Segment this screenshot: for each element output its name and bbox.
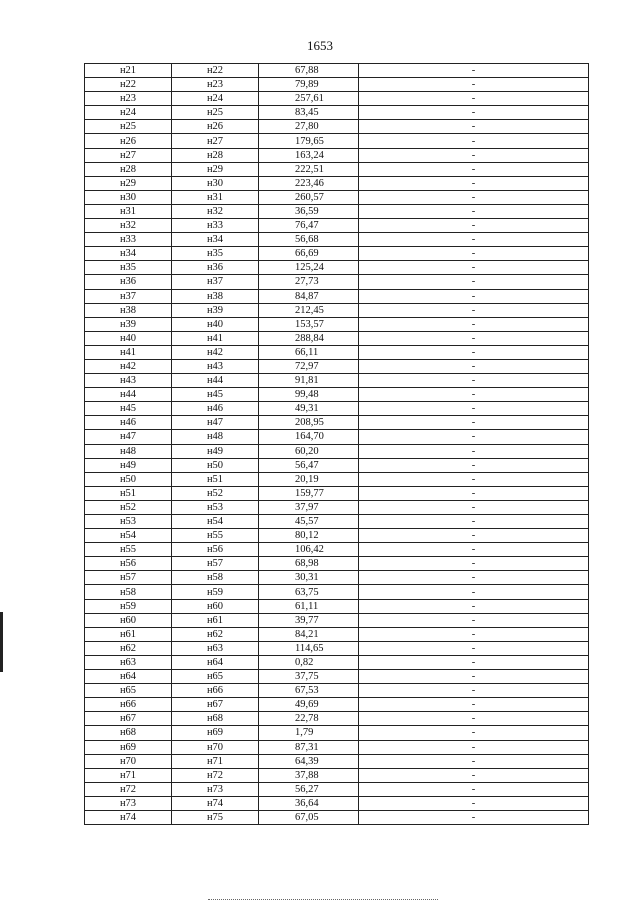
cell-note: -: [359, 768, 589, 782]
table-row: [85, 162, 589, 176]
table-row: [85, 571, 589, 585]
cell-note: -: [359, 416, 589, 430]
table-row: [85, 275, 589, 289]
cell-to-point: н53: [172, 500, 259, 514]
cell-length: 36,64: [259, 796, 359, 810]
cell-from-point: н43: [85, 374, 172, 388]
cell-to-point: н75: [172, 810, 259, 824]
cell-from-point: н47: [85, 430, 172, 444]
table-row: [85, 627, 589, 641]
cell-note: -: [359, 698, 589, 712]
cell-length: 257,61: [259, 92, 359, 106]
cell-from-point: н39: [85, 317, 172, 331]
cell-note: -: [359, 571, 589, 585]
cell-from-point: н23: [85, 92, 172, 106]
cell-to-point: н51: [172, 472, 259, 486]
cell-note: -: [359, 444, 589, 458]
cell-note: -: [359, 190, 589, 204]
table-row: [85, 92, 589, 106]
cell-from-point: н27: [85, 148, 172, 162]
table-row: [85, 317, 589, 331]
table-row: [85, 303, 589, 317]
cell-note: -: [359, 543, 589, 557]
cell-from-point: н67: [85, 712, 172, 726]
cell-to-point: н62: [172, 627, 259, 641]
cell-note: -: [359, 64, 589, 78]
cell-from-point: н28: [85, 162, 172, 176]
cell-from-point: н72: [85, 782, 172, 796]
cell-from-point: н45: [85, 402, 172, 416]
cell-from-point: н59: [85, 599, 172, 613]
table-row: [85, 78, 589, 92]
cell-from-point: н62: [85, 641, 172, 655]
cell-note: -: [359, 726, 589, 740]
cell-to-point: н31: [172, 190, 259, 204]
cell-length: 37,97: [259, 500, 359, 514]
cell-to-point: н50: [172, 458, 259, 472]
table-row: [85, 557, 589, 571]
table-row: [85, 768, 589, 782]
table-row: [85, 641, 589, 655]
cell-note: -: [359, 515, 589, 529]
table-row: [85, 374, 589, 388]
cell-length: 22,78: [259, 712, 359, 726]
cell-length: 20,19: [259, 472, 359, 486]
cell-from-point: н32: [85, 219, 172, 233]
cell-from-point: н21: [85, 64, 172, 78]
cell-length: 79,89: [259, 78, 359, 92]
cell-from-point: н50: [85, 472, 172, 486]
cell-note: -: [359, 275, 589, 289]
cell-length: 159,77: [259, 486, 359, 500]
cell-note: -: [359, 78, 589, 92]
table-row: [85, 712, 589, 726]
table-row: [85, 233, 589, 247]
cell-length: 56,47: [259, 458, 359, 472]
table-row: [85, 402, 589, 416]
table-row: [85, 176, 589, 190]
cell-to-point: н42: [172, 345, 259, 359]
table-row: [85, 247, 589, 261]
cell-to-point: н59: [172, 585, 259, 599]
cell-to-point: н44: [172, 374, 259, 388]
cell-length: 106,42: [259, 543, 359, 557]
table-row: [85, 345, 589, 359]
cell-to-point: н46: [172, 402, 259, 416]
cell-from-point: н69: [85, 740, 172, 754]
cell-from-point: н30: [85, 190, 172, 204]
cell-from-point: н34: [85, 247, 172, 261]
cell-length: 64,39: [259, 754, 359, 768]
cell-note: -: [359, 317, 589, 331]
cell-length: 99,48: [259, 388, 359, 402]
cell-length: 56,68: [259, 233, 359, 247]
cell-length: 68,98: [259, 557, 359, 571]
cell-length: 83,45: [259, 106, 359, 120]
cell-to-point: н29: [172, 162, 259, 176]
cell-note: -: [359, 176, 589, 190]
cell-note: -: [359, 331, 589, 345]
cell-note: -: [359, 92, 589, 106]
cell-from-point: н36: [85, 275, 172, 289]
cell-length: 84,21: [259, 627, 359, 641]
table-row: [85, 726, 589, 740]
cell-note: -: [359, 740, 589, 754]
cell-from-point: н41: [85, 345, 172, 359]
cell-note: -: [359, 289, 589, 303]
table-row: [85, 416, 589, 430]
binder-mark: [0, 612, 3, 672]
cell-to-point: н68: [172, 712, 259, 726]
table-row: [85, 754, 589, 768]
table-row: [85, 486, 589, 500]
cell-from-point: н35: [85, 261, 172, 275]
cell-to-point: н64: [172, 655, 259, 669]
cell-length: 164,70: [259, 430, 359, 444]
cell-to-point: н52: [172, 486, 259, 500]
cell-note: -: [359, 529, 589, 543]
table-row: [85, 430, 589, 444]
cell-length: 208,95: [259, 416, 359, 430]
cell-to-point: н61: [172, 613, 259, 627]
table-row: [85, 472, 589, 486]
cell-to-point: н67: [172, 698, 259, 712]
cell-note: -: [359, 430, 589, 444]
cell-to-point: н34: [172, 233, 259, 247]
cell-note: -: [359, 655, 589, 669]
table-row: [85, 388, 589, 402]
cell-to-point: н25: [172, 106, 259, 120]
cell-from-point: н52: [85, 500, 172, 514]
cell-length: 1,79: [259, 726, 359, 740]
cell-to-point: н38: [172, 289, 259, 303]
cell-note: -: [359, 500, 589, 514]
table-row: [85, 64, 589, 78]
table-row: [85, 359, 589, 373]
cell-length: 37,88: [259, 768, 359, 782]
cell-to-point: н58: [172, 571, 259, 585]
table-row: [85, 106, 589, 120]
cell-note: -: [359, 303, 589, 317]
cell-note: -: [359, 204, 589, 218]
cell-note: -: [359, 613, 589, 627]
table-row: [85, 190, 589, 204]
cell-note: -: [359, 486, 589, 500]
cell-from-point: н48: [85, 444, 172, 458]
cell-length: 49,31: [259, 402, 359, 416]
cell-length: 67,05: [259, 810, 359, 824]
cell-to-point: н49: [172, 444, 259, 458]
cell-to-point: н28: [172, 148, 259, 162]
cell-to-point: н47: [172, 416, 259, 430]
cell-note: -: [359, 345, 589, 359]
cell-from-point: н71: [85, 768, 172, 782]
cell-to-point: н55: [172, 529, 259, 543]
cell-to-point: н27: [172, 134, 259, 148]
cell-from-point: н70: [85, 754, 172, 768]
cell-to-point: н57: [172, 557, 259, 571]
table-row: [85, 543, 589, 557]
cell-length: 212,45: [259, 303, 359, 317]
cell-to-point: н74: [172, 796, 259, 810]
cell-from-point: н58: [85, 585, 172, 599]
cell-from-point: н29: [85, 176, 172, 190]
cell-note: -: [359, 458, 589, 472]
cell-note: -: [359, 754, 589, 768]
cell-from-point: н44: [85, 388, 172, 402]
cell-to-point: н37: [172, 275, 259, 289]
cell-from-point: н55: [85, 543, 172, 557]
cell-from-point: н61: [85, 627, 172, 641]
cell-to-point: н24: [172, 92, 259, 106]
cell-length: 61,11: [259, 599, 359, 613]
table-row: [85, 670, 589, 684]
cell-length: 153,57: [259, 317, 359, 331]
cell-from-point: н46: [85, 416, 172, 430]
table-row: [85, 529, 589, 543]
cell-to-point: н63: [172, 641, 259, 655]
cell-from-point: н53: [85, 515, 172, 529]
table-row: [85, 120, 589, 134]
cell-to-point: н35: [172, 247, 259, 261]
cell-from-point: н42: [85, 359, 172, 373]
cell-length: 36,59: [259, 204, 359, 218]
cell-length: 84,87: [259, 289, 359, 303]
cell-note: -: [359, 796, 589, 810]
cell-note: -: [359, 359, 589, 373]
table-row: [85, 740, 589, 754]
cell-note: -: [359, 599, 589, 613]
table-row: [85, 219, 589, 233]
cell-to-point: н69: [172, 726, 259, 740]
table-row: [85, 684, 589, 698]
cell-length: 60,20: [259, 444, 359, 458]
cell-to-point: н30: [172, 176, 259, 190]
cell-note: -: [359, 782, 589, 796]
cell-from-point: н73: [85, 796, 172, 810]
cell-to-point: н60: [172, 599, 259, 613]
cell-from-point: н51: [85, 486, 172, 500]
cell-length: 163,24: [259, 148, 359, 162]
cell-length: 80,12: [259, 529, 359, 543]
cell-note: -: [359, 247, 589, 261]
cell-length: 67,88: [259, 64, 359, 78]
cell-to-point: н43: [172, 359, 259, 373]
cell-note: -: [359, 810, 589, 824]
cell-note: -: [359, 388, 589, 402]
cell-to-point: н36: [172, 261, 259, 275]
table-row: [85, 585, 589, 599]
cell-from-point: н38: [85, 303, 172, 317]
cell-from-point: н60: [85, 613, 172, 627]
cell-length: 76,47: [259, 219, 359, 233]
cell-to-point: н66: [172, 684, 259, 698]
cell-from-point: н40: [85, 331, 172, 345]
table-row: [85, 458, 589, 472]
table-row: [85, 515, 589, 529]
cell-note: -: [359, 712, 589, 726]
cell-length: 222,51: [259, 162, 359, 176]
cell-from-point: н24: [85, 106, 172, 120]
cell-to-point: н32: [172, 204, 259, 218]
cell-length: 45,57: [259, 515, 359, 529]
cell-to-point: н39: [172, 303, 259, 317]
table-row: [85, 655, 589, 669]
cell-to-point: н41: [172, 331, 259, 345]
boundary-table: [84, 63, 589, 825]
cell-note: -: [359, 148, 589, 162]
table-row: [85, 148, 589, 162]
cell-note: -: [359, 627, 589, 641]
cell-from-point: н54: [85, 529, 172, 543]
footer-dotted-line: [208, 899, 438, 900]
cell-to-point: н22: [172, 64, 259, 78]
cell-note: -: [359, 134, 589, 148]
cell-to-point: н33: [172, 219, 259, 233]
table-row: [85, 599, 589, 613]
cell-to-point: н56: [172, 543, 259, 557]
table-row: [85, 204, 589, 218]
cell-note: -: [359, 684, 589, 698]
table-row: [85, 782, 589, 796]
table-row: [85, 261, 589, 275]
cell-length: 288,84: [259, 331, 359, 345]
cell-from-point: н74: [85, 810, 172, 824]
cell-note: -: [359, 472, 589, 486]
page-number: 1653: [307, 38, 333, 53]
cell-length: 67,53: [259, 684, 359, 698]
cell-to-point: н65: [172, 670, 259, 684]
table-row: [85, 698, 589, 712]
table-row: [85, 500, 589, 514]
cell-length: 66,11: [259, 345, 359, 359]
table-row: [85, 134, 589, 148]
cell-from-point: н37: [85, 289, 172, 303]
cell-from-point: н64: [85, 670, 172, 684]
cell-length: 30,31: [259, 571, 359, 585]
table-row: [85, 444, 589, 458]
cell-length: 66,69: [259, 247, 359, 261]
cell-length: 27,80: [259, 120, 359, 134]
cell-from-point: н49: [85, 458, 172, 472]
table-row: [85, 289, 589, 303]
cell-from-point: н33: [85, 233, 172, 247]
cell-length: 125,24: [259, 261, 359, 275]
cell-from-point: н65: [85, 684, 172, 698]
cell-from-point: н63: [85, 655, 172, 669]
cell-to-point: н23: [172, 78, 259, 92]
cell-length: 49,69: [259, 698, 359, 712]
cell-note: -: [359, 162, 589, 176]
cell-length: 63,75: [259, 585, 359, 599]
cell-length: 91,81: [259, 374, 359, 388]
cell-from-point: н26: [85, 134, 172, 148]
table-row: [85, 331, 589, 345]
cell-to-point: н54: [172, 515, 259, 529]
cell-to-point: н45: [172, 388, 259, 402]
table-row: [85, 796, 589, 810]
cell-note: -: [359, 641, 589, 655]
cell-note: -: [359, 106, 589, 120]
cell-note: -: [359, 402, 589, 416]
cell-to-point: н26: [172, 120, 259, 134]
table-row: [85, 613, 589, 627]
cell-from-point: н68: [85, 726, 172, 740]
cell-length: 260,57: [259, 190, 359, 204]
cell-to-point: н73: [172, 782, 259, 796]
cell-note: -: [359, 261, 589, 275]
cell-note: -: [359, 120, 589, 134]
cell-from-point: н25: [85, 120, 172, 134]
cell-to-point: н48: [172, 430, 259, 444]
cell-length: 114,65: [259, 641, 359, 655]
cell-length: 0,82: [259, 655, 359, 669]
cell-from-point: н22: [85, 78, 172, 92]
cell-from-point: н66: [85, 698, 172, 712]
cell-from-point: н57: [85, 571, 172, 585]
cell-note: -: [359, 374, 589, 388]
cell-note: -: [359, 557, 589, 571]
table-row: [85, 810, 589, 824]
cell-to-point: н72: [172, 768, 259, 782]
table-body: [85, 64, 589, 825]
cell-length: 27,73: [259, 275, 359, 289]
cell-length: 72,97: [259, 359, 359, 373]
cell-note: -: [359, 219, 589, 233]
cell-to-point: н70: [172, 740, 259, 754]
cell-note: -: [359, 233, 589, 247]
cell-from-point: н31: [85, 204, 172, 218]
cell-note: -: [359, 670, 589, 684]
cell-length: 39,77: [259, 613, 359, 627]
cell-length: 87,31: [259, 740, 359, 754]
cell-to-point: н40: [172, 317, 259, 331]
cell-length: 179,65: [259, 134, 359, 148]
cell-length: 223,46: [259, 176, 359, 190]
cell-length: 37,75: [259, 670, 359, 684]
cell-note: -: [359, 585, 589, 599]
cell-from-point: н56: [85, 557, 172, 571]
cell-length: 56,27: [259, 782, 359, 796]
cell-to-point: н71: [172, 754, 259, 768]
